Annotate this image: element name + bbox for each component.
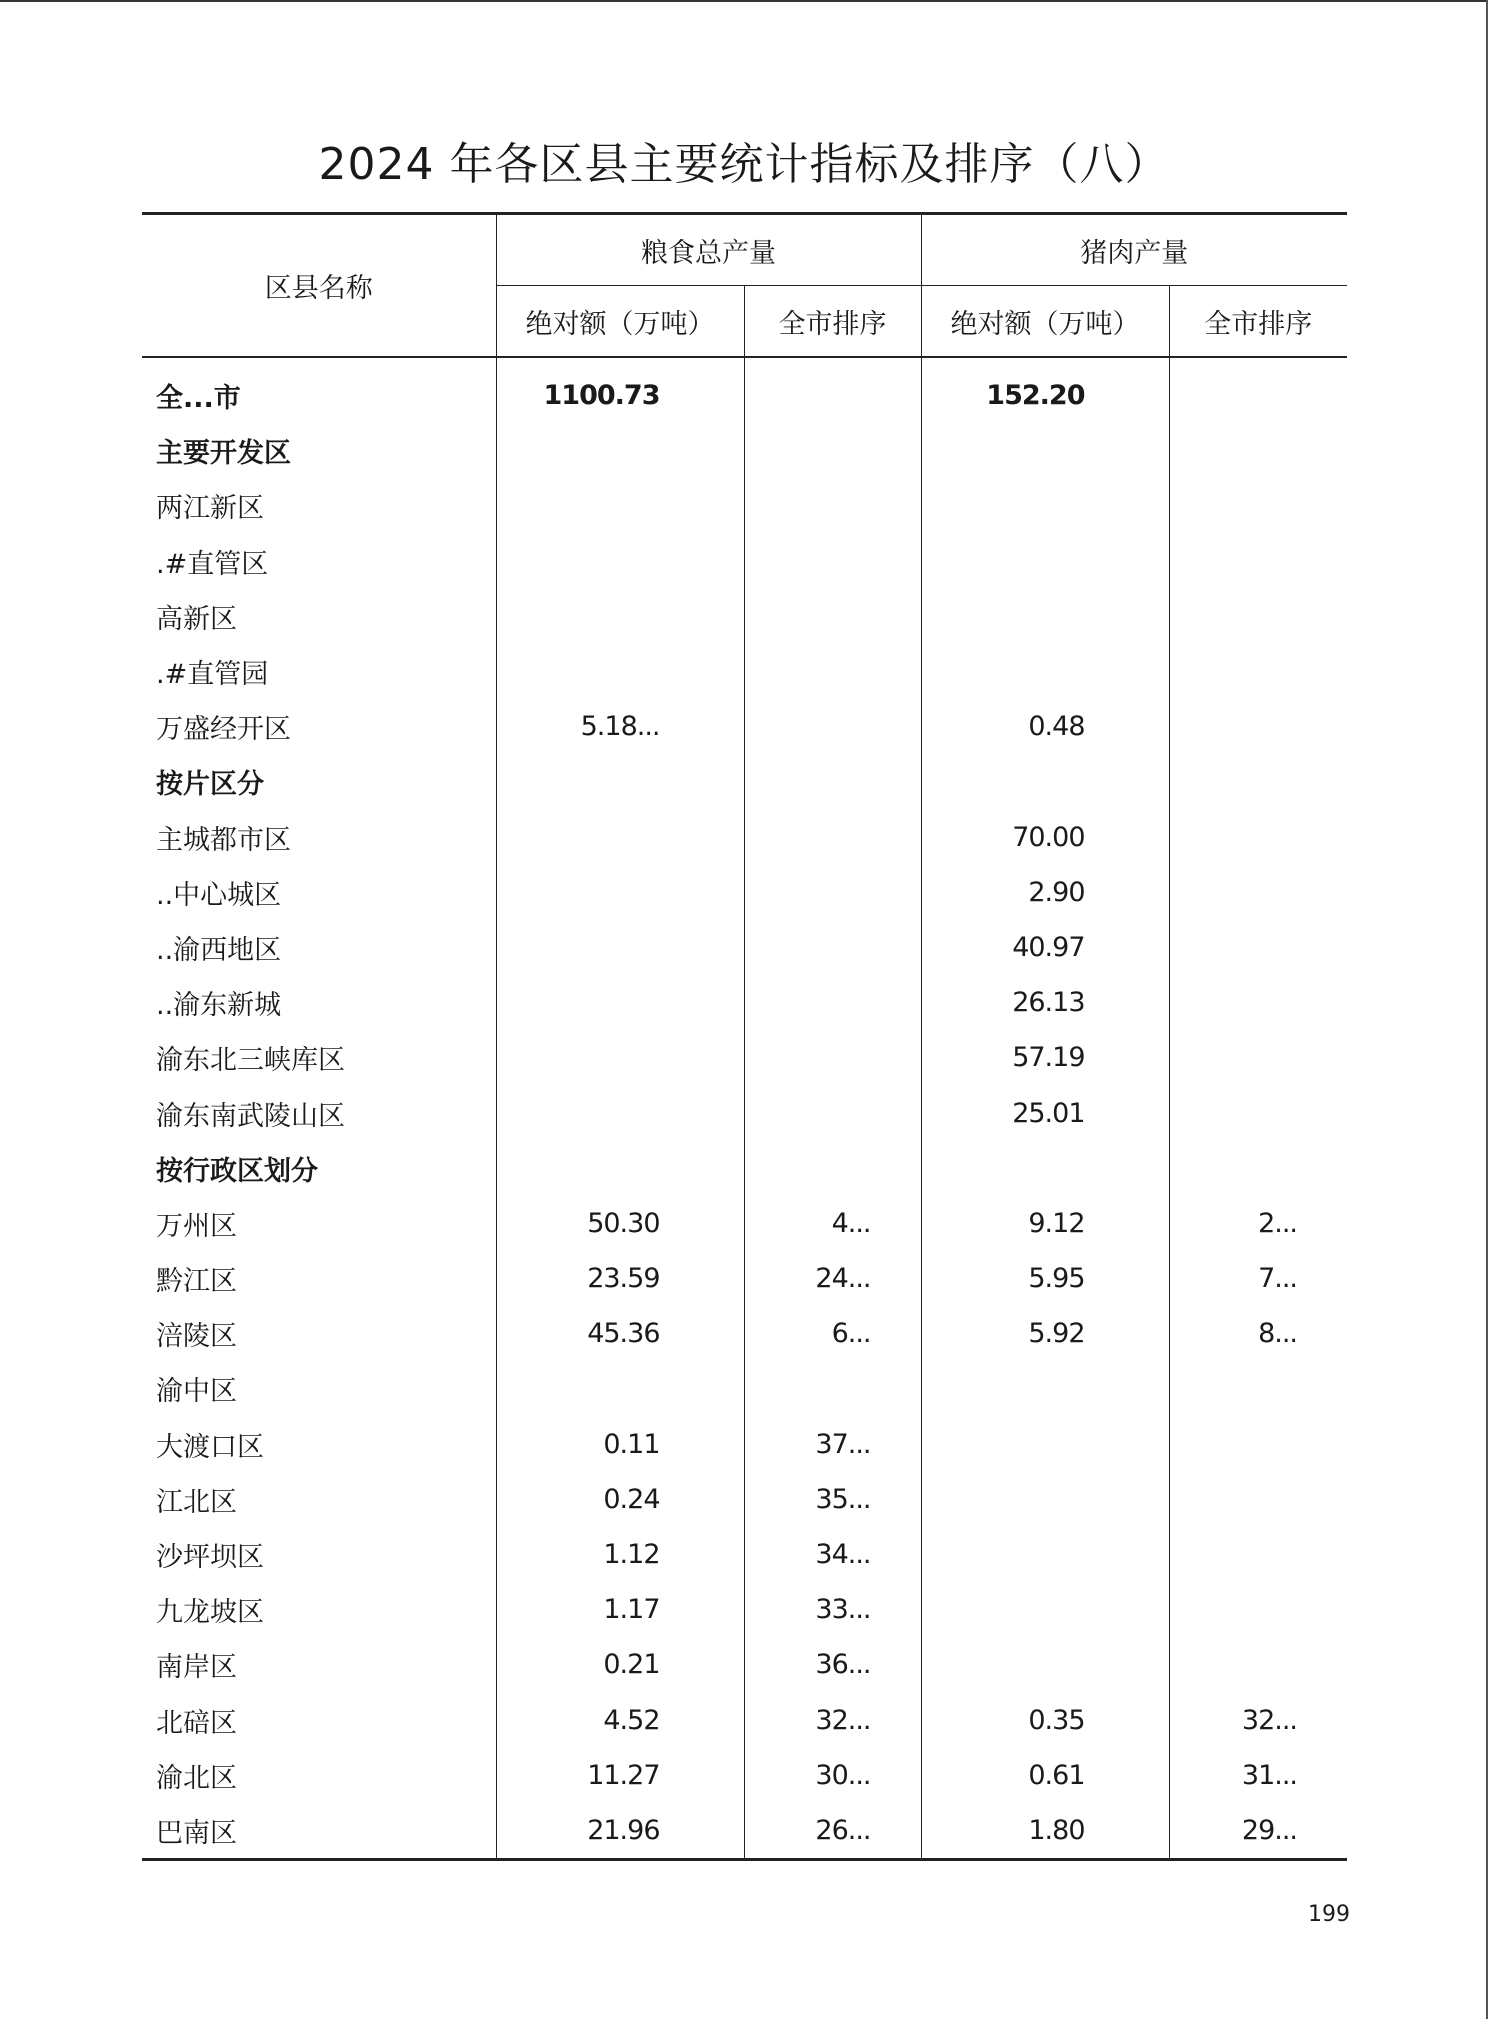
table-row — [142, 865, 1347, 920]
pork-value-cell — [921, 1637, 1169, 1692]
page-title: 2024 年各区县主要统计指标及排序（八） — [318, 139, 1170, 190]
grain-value-cell — [496, 1141, 744, 1196]
district-name-cell: ..渝东新城 — [156, 990, 282, 1022]
table-row — [142, 810, 1347, 865]
district-name-cell: 江北区 — [156, 1486, 237, 1518]
grain-value-cell — [496, 423, 744, 478]
pork-value-cell: 152.20 — [921, 357, 1169, 423]
pork-value-cell: 2.90 — [921, 865, 1169, 920]
grain-value-cell — [496, 534, 744, 589]
grain-value-cell: 23.59 — [496, 1251, 744, 1306]
grain-value-cell — [496, 754, 744, 809]
district-name-cell: 全...市 — [156, 383, 241, 415]
grain-rank-cell: 26... — [744, 1803, 921, 1860]
pork-rank-cell — [1169, 1527, 1347, 1582]
table-row — [142, 534, 1347, 589]
pork-value-cell: 0.61 — [921, 1748, 1169, 1803]
district-name-cell: 主要开发区 — [156, 438, 291, 470]
pork-rank-cell — [1169, 357, 1347, 423]
grain-rank-cell: 34... — [744, 1527, 921, 1582]
pork-value-cell — [921, 1527, 1169, 1582]
grain-rank-cell — [744, 644, 921, 699]
grain-rank-header: 全市排序 — [744, 286, 921, 358]
pork-absolute-header: 绝对额（万吨） — [921, 286, 1169, 358]
district-name-cell: 渝北区 — [156, 1762, 237, 1794]
grain-value-cell — [496, 810, 744, 865]
grain-value-cell — [496, 478, 744, 533]
table-row — [142, 920, 1347, 975]
grain-value-cell — [496, 1361, 744, 1416]
district-name-cell: 两江新区 — [156, 493, 264, 525]
grain-rank-cell: 30... — [744, 1748, 921, 1803]
grain-value-cell: 1.12 — [496, 1527, 744, 1582]
district-name-cell: 黔江区 — [156, 1266, 237, 1298]
pork-value-cell — [921, 1472, 1169, 1527]
pork-rank-cell — [1169, 1472, 1347, 1527]
table-row — [142, 1582, 1347, 1637]
district-name-cell: 九龙坡区 — [156, 1597, 264, 1629]
grain-rank-cell — [744, 589, 921, 644]
grain-rank-cell: 24... — [744, 1251, 921, 1306]
pork-rank-cell — [1169, 644, 1347, 699]
grain-value-cell: 45.36 — [496, 1306, 744, 1361]
pork-rank-cell — [1169, 920, 1347, 975]
district-name-cell: 大渡口区 — [156, 1431, 264, 1463]
table-row — [142, 1030, 1347, 1085]
pork-rank-cell: 29... — [1169, 1803, 1347, 1860]
grain-rank-cell — [744, 1361, 921, 1416]
table-row — [142, 975, 1347, 1030]
pork-rank-cell — [1169, 534, 1347, 589]
grain-value-cell: 11.27 — [496, 1748, 744, 1803]
pork-value-cell — [921, 1141, 1169, 1196]
pork-rank-cell — [1169, 478, 1347, 533]
pork-rank-cell — [1169, 423, 1347, 478]
grain-value-cell: 1.17 — [496, 1582, 744, 1637]
pork-value-cell: 0.35 — [921, 1693, 1169, 1748]
table-row — [142, 1748, 1347, 1803]
header-row-1 — [142, 214, 1347, 286]
grain-value-cell: 1100.73 — [496, 357, 744, 423]
district-name-cell: 南岸区 — [156, 1652, 237, 1684]
grain-rank-cell — [744, 865, 921, 920]
grain-rank-cell — [744, 754, 921, 809]
pork-rank-cell — [1169, 865, 1347, 920]
table-row — [142, 1361, 1347, 1416]
pork-value-cell: 25.01 — [921, 1085, 1169, 1140]
pork-value-cell: 57.19 — [921, 1030, 1169, 1085]
district-name-cell: 巴南区 — [142, 1803, 496, 1860]
grain-rank-cell — [744, 1141, 921, 1196]
pork-rank-cell: 32... — [1169, 1693, 1347, 1748]
grain-rank-cell — [744, 534, 921, 589]
grain-rank-cell — [744, 699, 921, 754]
grain-rank-cell — [744, 423, 921, 478]
pork-value-cell — [921, 1417, 1169, 1472]
page-top-border — [0, 0, 1488, 2]
grain-value-cell — [496, 865, 744, 920]
grain-value-cell: 5.18... — [496, 699, 744, 754]
pork-rank-cell — [1169, 810, 1347, 865]
pork-value-cell: 1.80 — [921, 1803, 1169, 1860]
grain-rank-cell: 37... — [744, 1417, 921, 1472]
grain-value-cell — [496, 975, 744, 1030]
pork-rank-cell — [1169, 1417, 1347, 1472]
district-name-cell: .#直管园 — [156, 659, 269, 691]
pork-value-cell — [921, 1582, 1169, 1637]
grain-rank-cell: 35... — [744, 1472, 921, 1527]
table-row — [142, 1085, 1347, 1140]
grain-output-header: 粮食总产量 — [496, 214, 921, 286]
district-name-cell: 涪陵区 — [156, 1321, 237, 1353]
pork-rank-cell — [1169, 699, 1347, 754]
grain-value-cell: 50.30 — [496, 1196, 744, 1251]
table-row — [142, 1196, 1347, 1251]
district-name-cell: .#直管区 — [156, 548, 269, 580]
grain-rank-cell: 36... — [744, 1637, 921, 1692]
pork-rank-cell: 31... — [1169, 1748, 1347, 1803]
district-name-cell: ..中心城区 — [156, 879, 282, 911]
pork-rank-cell — [1169, 754, 1347, 809]
grain-absolute-header: 绝对额（万吨） — [496, 286, 744, 358]
district-name-cell: 高新区 — [156, 603, 237, 635]
pork-rank-cell: 7... — [1169, 1251, 1347, 1306]
grain-value-cell: 0.21 — [496, 1637, 744, 1692]
grain-rank-cell — [744, 1030, 921, 1085]
grain-value-cell: 21.96 — [496, 1803, 744, 1860]
table-row — [142, 589, 1347, 644]
table-row — [142, 1803, 1347, 1860]
grain-rank-cell — [744, 810, 921, 865]
pork-value-cell — [921, 534, 1169, 589]
pork-value-cell — [921, 589, 1169, 644]
table-row — [142, 754, 1347, 809]
pork-rank-cell — [1169, 1637, 1347, 1692]
pork-value-cell: 9.12 — [921, 1196, 1169, 1251]
table-row — [142, 1693, 1347, 1748]
table-row — [142, 644, 1347, 699]
pork-rank-cell — [1169, 1361, 1347, 1416]
district-name-cell: 渝中区 — [156, 1376, 237, 1408]
pork-rank-cell: 8... — [1169, 1306, 1347, 1361]
district-name-cell: ..渝西地区 — [156, 934, 282, 966]
pork-rank-cell — [1169, 1582, 1347, 1637]
pork-rank-cell — [1169, 1085, 1347, 1140]
grain-value-cell — [496, 1085, 744, 1140]
table-row — [142, 1417, 1347, 1472]
pork-rank-cell — [1169, 1141, 1347, 1196]
grain-rank-cell — [744, 1085, 921, 1140]
pork-value-cell: 0.48 — [921, 699, 1169, 754]
grain-rank-cell: 6... — [744, 1306, 921, 1361]
table-body — [142, 357, 1347, 1860]
district-name-cell: 按片区分 — [156, 769, 264, 801]
pork-rank-cell: 2... — [1169, 1196, 1347, 1251]
district-name-cell: 主城都市区 — [156, 824, 291, 856]
page-number: 199 — [1308, 1902, 1350, 1927]
table-row — [142, 1637, 1347, 1692]
table-row — [142, 1306, 1347, 1361]
pork-output-header: 猪肉产量 — [921, 214, 1347, 286]
grain-value-cell — [496, 920, 744, 975]
grain-rank-cell: 33... — [744, 1582, 921, 1637]
district-name-cell: 北碚区 — [156, 1707, 237, 1739]
pork-rank-cell — [1169, 975, 1347, 1030]
grain-rank-cell — [744, 975, 921, 1030]
pork-value-cell: 26.13 — [921, 975, 1169, 1030]
grain-rank-cell — [744, 478, 921, 533]
table-row — [142, 357, 1347, 423]
district-name-cell: 万盛经开区 — [156, 714, 291, 746]
district-name-cell: 按行政区划分 — [156, 1155, 318, 1187]
statistics-table — [142, 212, 1347, 1861]
table-row — [142, 699, 1347, 754]
district-name-header: 区县名称 — [264, 273, 373, 304]
grain-rank-cell: 32... — [744, 1693, 921, 1748]
table-row — [142, 1472, 1347, 1527]
grain-value-cell: 4.52 — [496, 1693, 744, 1748]
district-name-cell: 渝东南武陵山区 — [156, 1100, 345, 1132]
district-name-cell: 渝东北三峡库区 — [156, 1045, 345, 1077]
district-name-cell: 沙坪坝区 — [156, 1542, 264, 1574]
table-row — [142, 1251, 1347, 1306]
grain-rank-cell — [744, 920, 921, 975]
grain-value-cell — [496, 644, 744, 699]
pork-value-cell: 70.00 — [921, 810, 1169, 865]
grain-value-cell: 0.11 — [496, 1417, 744, 1472]
pork-value-cell — [921, 1361, 1169, 1416]
pork-rank-header: 全市排序 — [1169, 286, 1347, 358]
pork-value-cell — [921, 423, 1169, 478]
pork-value-cell: 40.97 — [921, 920, 1169, 975]
pork-value-cell — [921, 478, 1169, 533]
table-row — [142, 1141, 1347, 1196]
table-row — [142, 1527, 1347, 1582]
district-name-cell: 万州区 — [156, 1210, 237, 1242]
pork-value-cell — [921, 644, 1169, 699]
table-row — [142, 478, 1347, 533]
grain-value-cell: 0.24 — [496, 1472, 744, 1527]
pork-value-cell: 5.95 — [921, 1251, 1169, 1306]
pork-rank-cell — [1169, 1030, 1347, 1085]
table-row — [142, 423, 1347, 478]
grain-rank-cell — [744, 357, 921, 423]
pork-rank-cell — [1169, 589, 1347, 644]
pork-value-cell — [921, 754, 1169, 809]
pork-value-cell: 5.92 — [921, 1306, 1169, 1361]
grain-rank-cell: 4... — [744, 1196, 921, 1251]
grain-value-cell — [496, 1030, 744, 1085]
grain-value-cell — [496, 589, 744, 644]
